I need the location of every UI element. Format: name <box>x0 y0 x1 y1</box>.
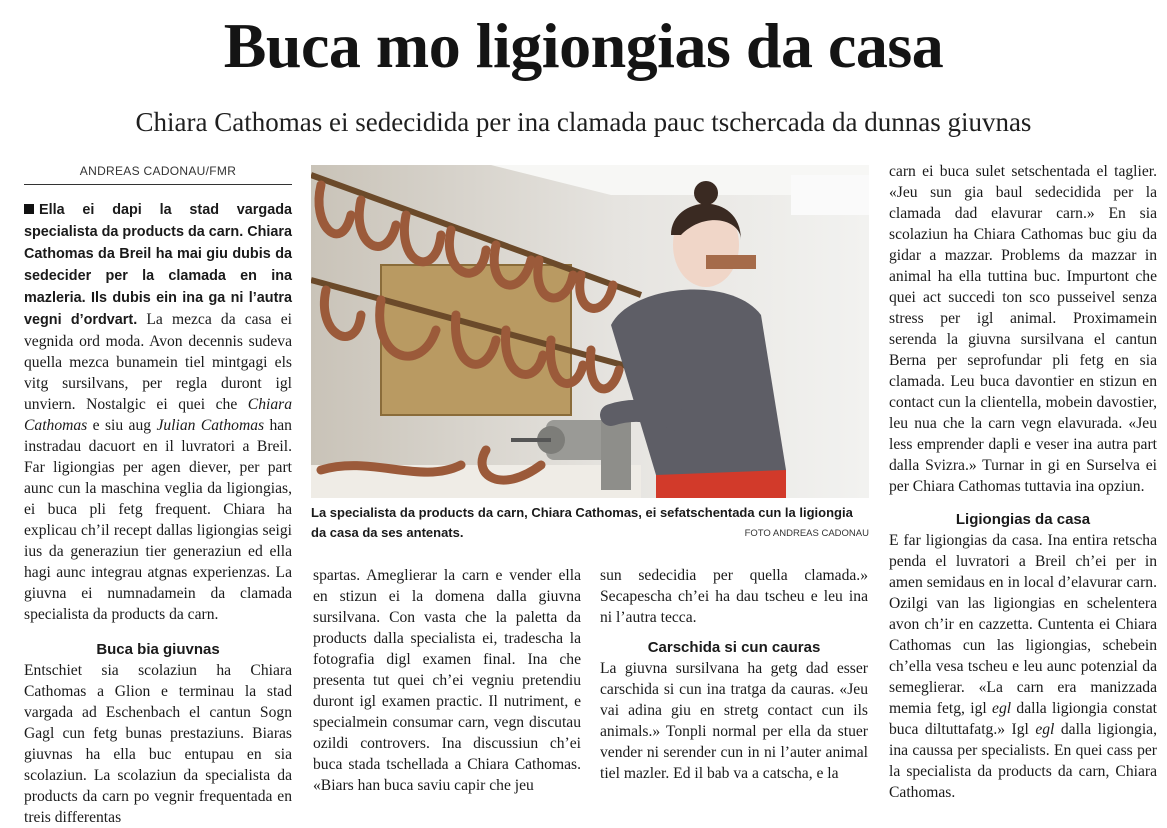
body-paragraph: spartas. Ameglierar la carn e vender ella en stizun ei la domena dalla giuvna sursilvana. Con vasta che la paletta da products dalla specialista ei, tradescha la fotografia digl examen final. Ina che presenta tut quei ch’ei vegniu pretendiu duront igl examen practic. Il nutriment, e specialmein consumar carn, vegn discutau ozildi controvers. Ina discussiun ch’ei buca stada tschellada a Chiara Cathomas. «Biars han buca saviu capir che jeu <box>313 567 581 794</box>
body-paragraph: E far ligiongias da casa. Ina entira retscha penda el luvratori a Breil ch’ei per in amen semidaus en in local d’elavurar carn. Ozilgi van las ligiongias en schelentera avon ch’ir en cazzetta. Cuntenta ei Chiara Cathomas cun las ligiongias, schebein ch’ella vesa tscheu e leu aunc potenzial da semeglierar. «La carn era manizzada memia fetg, igl egl dalla ligiongia constat buca diltuttafatg.» Igl egl dalla ligiongia, ina caussa per specialists. En quei cass per la specialista da products da carn, Chiara Cathomas. <box>889 532 1157 801</box>
subheadline: Chiara Cathomas ei sedecidida per ina clamada pauc tschercada da dunnas giuvnas <box>135 107 1032 137</box>
column-4 <box>889 161 1157 803</box>
column-1 <box>24 161 292 828</box>
photo-caption: La specialista da products da carn, Chiara Cathomas, ei sefatschentada cun la ligiongia da casa da ses antenats. <box>311 505 853 540</box>
headline: Buca mo ligiongias da casa <box>223 10 944 81</box>
body-paragraph: carn ei buca sulet setschentada el taglier. «Jeu sun gia baul sedecidida per la clamada dad elavurar carn.» En sia scolaziun ha Chiara Cathomas buc giu da gidar a mazzar. Problems da mazzar in animal ha ella tuttina buc. Impurtont che quei act succedi ton sco pusseivel senza stress per igl animal. Proximamein serenda la giuvna sursilvana el cantun Berna per seprofundar pli fetg en sia clamada. Leu buca davontier en stizun en contact cun la clientella, mobein davostier, leu nua che la carn vegn elavurada. «Jeu less emprender dapli e veser ina autra part dalla Svizra.» Turnar in gi en Surselva ei per Chiara Cathomas tuttavia ina opziun. <box>889 163 1157 495</box>
article-photo <box>311 165 869 498</box>
subtitle-carschida-si-cun-cauras: Carschida si cun cauras <box>647 639 821 656</box>
body-paragraph: sun sedecidia per quella clamada.» Secapescha ch’ei ha dau tscheu e leu ina ni l’autra tecca. <box>600 567 868 626</box>
column-2 <box>313 565 581 796</box>
lead-text: Ella ei dapi la stad vargada specialista da products da carn. Chiara Cathomas da Breil ha mai giu dubis da sedecider per la clamada en ina mazleria. Ils dubis ein ina ga ni l’autra vegni d’ordvart. <box>24 202 292 328</box>
square-bullet-icon <box>24 204 34 214</box>
lead-paragraph: Ella ei dapi la stad vargada specialista da products da carn. Chiara Cathomas da Breil ha mai giu dubis da sedecider per la clamada en ina mazleria. Ils dubis ein ina ga ni l’autra vegni d’ordvart. La mezca da casa ei vegnida ord moda. Avon decennis sudeva quella mezca bunamein tiel mintgagi els vitg sursilvans, per regla duront igl unviern. Nostalgic ei quei che Chiara Cathomas e siu aug Julian Cathomas han instradau dacuort en il luvratori a Breil. Far ligiongias per agen diever, per part aunc cun la maschina veglia da ligiongias, ei buca pli fetg frequent. Chiara ha explicau ch’il recept dallas ligiongias seigi ius da generaziun tier generaziun ed ella hagi aunc integrau atgnas experienzas. La giuvna ei numnadamein da clamada specialista da products da carn. <box>24 202 292 623</box>
body-paragraph: La giuvna sursilvana ha getg dad esser carschida si cun ina tratga da cauras. «Jeu vai adina giu en stretg contact cun ils animals.» Tonpli normal per ella da stuer vender ni serender cun in ni l’auter animal tiel mazler. Ed il bab va a catscha, e la <box>600 660 868 782</box>
column-3 <box>600 565 868 784</box>
byline: ANDREAS CADONAU/FMR <box>24 161 292 185</box>
body-paragraph: Entschiet sia scolaziun ha Chiara Cathomas a Glion e terminau la stad vargada ad Eschenbach el cantun Sogn Gagl cun fetg bunas prestaziuns. Biaras giuvnas ha ella buc entupau en sia scolaziun. La scolaziun da specialista da products da carn po vegnir frequentada en treis differentas <box>24 662 292 826</box>
photo-credit: FOTO ANDREAS CADONAU <box>744 528 869 539</box>
subtitle-ligiongias-da-casa: Ligiongias da casa <box>955 511 1091 528</box>
subtitle-buca-bia-giuvnas: Buca bia giuvnas <box>96 641 220 658</box>
